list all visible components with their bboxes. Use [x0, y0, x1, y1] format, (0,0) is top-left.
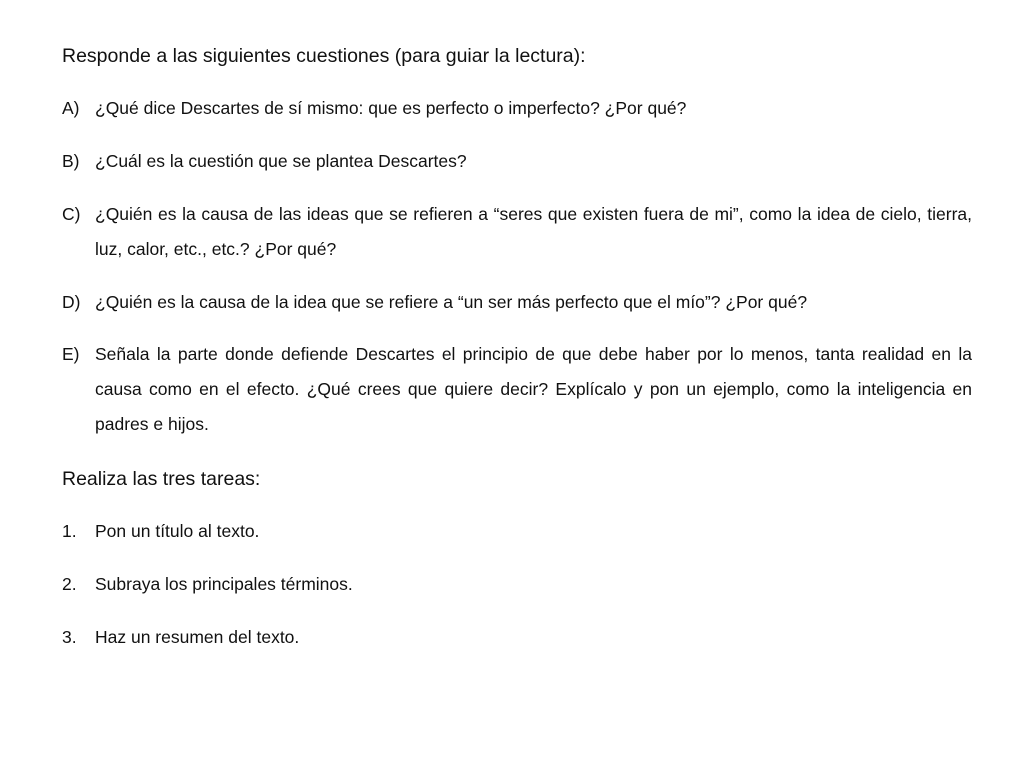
task-text: Subraya los principales términos.: [95, 574, 353, 594]
question-text: ¿Cuál es la cuestión que se plantea Descartes?: [95, 151, 467, 171]
task-item-1: [62, 514, 972, 549]
task-item-2: [62, 567, 972, 602]
questions-heading: Responde a las siguientes cuestiones (para guiar la lectura):: [62, 45, 586, 67]
question-marker: A): [62, 98, 80, 118]
question-text: ¿Quién es la causa de la idea que se refiere a “un ser más perfecto que el mío”? ¿Por qué?: [95, 292, 808, 312]
question-marker: B): [62, 151, 80, 171]
question-item-a: [62, 91, 972, 126]
question-item-e: [62, 337, 972, 442]
task-text: Pon un título al texto.: [95, 521, 260, 541]
task-marker: 1.: [62, 521, 77, 541]
question-marker: C): [62, 204, 81, 224]
question-item-d: [62, 285, 972, 320]
question-item-c: [62, 197, 972, 267]
question-text: Señala la parte donde defiende Descartes el principio de que debe haber por lo menos, tanta realidad en la causa como en el efecto. ¿Qué crees que quiere decir? Explícalo y pon un ejemplo, como la inteligencia en padres e hijos.: [95, 344, 972, 434]
task-item-3: [62, 620, 972, 655]
tasks-heading: Realiza las tres tareas:: [62, 468, 261, 490]
question-marker: E): [62, 344, 80, 364]
question-marker: D): [62, 292, 81, 312]
question-text: ¿Qué dice Descartes de sí mismo: que es perfecto o imperfecto? ¿Por qué?: [95, 98, 687, 118]
task-marker: 3.: [62, 627, 77, 647]
question-item-b: [62, 144, 972, 179]
question-text: ¿Quién es la causa de las ideas que se refieren a “seres que existen fuera de mi”, como la idea de cielo, tierra, luz, calor, etc., etc.? ¿Por qué?: [95, 204, 972, 259]
task-marker: 2.: [62, 574, 77, 594]
task-text: Haz un resumen del texto.: [95, 627, 300, 647]
